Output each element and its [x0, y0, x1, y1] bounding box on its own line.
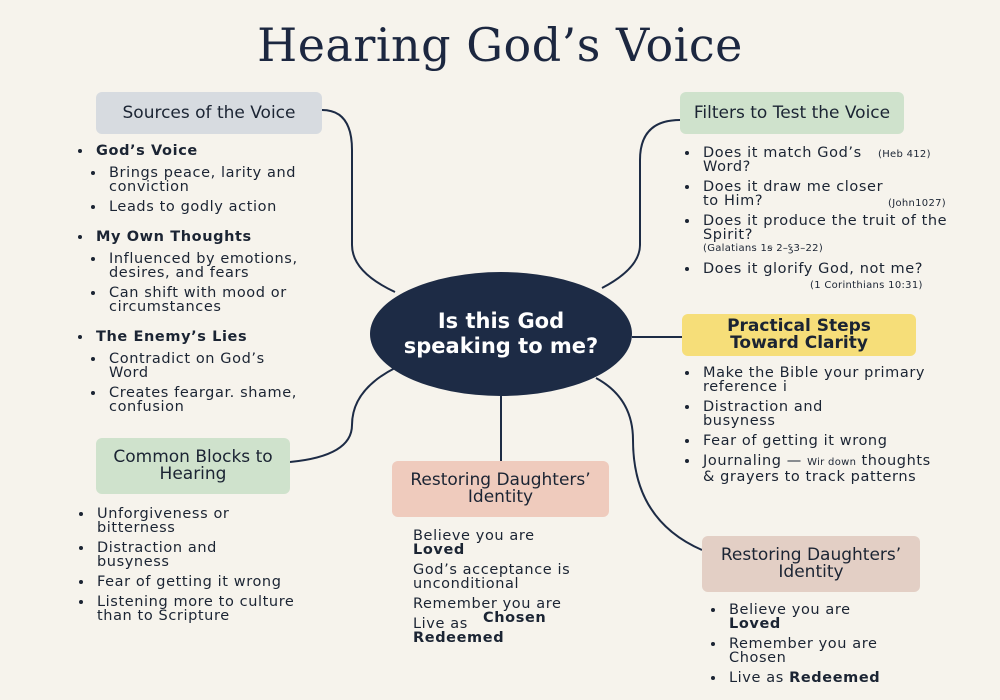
- step-4-main: Journaling —: [703, 453, 802, 469]
- filter-question-2-ref: (John1027): [888, 198, 946, 209]
- common-blocks-list: [97, 507, 317, 623]
- filter-question-2: [703, 180, 978, 208]
- identity-center-item-4-text: Live as: [413, 616, 468, 632]
- identity-right-item-1-text: Believe you are: [729, 602, 851, 618]
- own-thoughts-item-2: Can shift with mood or circumstances: [109, 286, 349, 314]
- block-1: Unforgiveness or bitterness: [97, 507, 307, 535]
- enemy-lies-heading: The Enemy’s Lies: [96, 330, 366, 344]
- sources-list: [96, 144, 366, 414]
- identity-center-item-1-text: Believe you are: [413, 528, 535, 544]
- identity-center-list: [413, 529, 623, 645]
- own-thoughts-heading: My Own Thoughts: [96, 230, 366, 244]
- gods-voice-item-2: Leads to godly action: [109, 200, 366, 214]
- identity-center-loved: Loved: [413, 542, 465, 558]
- identity-right-item-2: Remember you are Chosen: [729, 637, 909, 665]
- block-2: Distraction and busyness: [97, 541, 287, 569]
- step-4-small: Wir down: [807, 457, 857, 468]
- block-4: Listening more to culture than to Scripture: [97, 595, 302, 623]
- identity-right-item-3: [729, 671, 959, 685]
- filter-question-2-text: Does it draw me closer to Him?: [703, 179, 884, 209]
- gods-voice-item-1: Brings peace, larity and conviction: [109, 166, 366, 194]
- filters-list: [703, 145, 978, 291]
- step-2: Distraction and busyness: [703, 400, 883, 428]
- step-4: [703, 454, 943, 484]
- identity-right-redeemed: Redeemed: [789, 670, 881, 686]
- identity-center-item-1: [413, 529, 623, 557]
- filter-question-3: [703, 214, 978, 256]
- identity-center-item-3-text: Remember you are: [413, 596, 562, 612]
- filter-question-4: [703, 261, 978, 291]
- identity-right-item-1: [729, 603, 959, 631]
- practical-steps-label: Practical Steps Toward Clarity: [682, 314, 916, 356]
- filter-question-1-text: Does it match God’s Word?: [703, 145, 862, 175]
- common-blocks-label: Common Blocks to Hearing: [96, 438, 290, 494]
- enemy-lies-item-1: Contradict on God’s Word: [109, 352, 279, 380]
- filter-question-3-ref: (Galatians 1ꞩ 2–ꝣ3–22): [703, 243, 824, 254]
- identity-center-redeemed: Redeemed: [413, 630, 505, 646]
- identity-center-label: Restoring Daughters’ Identity: [392, 461, 609, 517]
- identity-right-list: [729, 603, 959, 685]
- connector-identity-right: [596, 378, 702, 550]
- own-thoughts-item-1: Influenced by emotions, desires, and fears: [109, 252, 324, 280]
- identity-center-chosen: Chosen: [483, 610, 547, 626]
- gods-voice-heading: God’s Voice: [96, 144, 366, 158]
- page-title: Hearing God’s Voice: [257, 18, 743, 72]
- filter-question-3-text: Does it produce the truit of the Spirit?: [703, 213, 948, 243]
- sources-of-voice-label: Sources of the Voice: [96, 92, 322, 134]
- central-question: Is this God speaking to me?: [370, 272, 632, 396]
- filter-question-1: [703, 146, 978, 174]
- connector-filters: [602, 120, 680, 288]
- filter-question-1-ref: (Heb 412): [878, 149, 931, 160]
- identity-center-item-4: [413, 617, 623, 645]
- step-3: Fear of getting it wrong: [703, 434, 973, 448]
- filters-label: Filters to Test the Voice: [680, 92, 904, 134]
- identity-right-label: Restoring Daughters’ Identity: [702, 536, 920, 592]
- practical-steps-list: [703, 366, 973, 484]
- identity-center-item-2: God’s acceptance is unconditional: [413, 562, 571, 592]
- filter-question-4-ref: (1 Corinthians 10:31): [810, 280, 923, 291]
- identity-right-loved: Loved: [729, 616, 781, 632]
- identity-right-item-3-text: Live as: [729, 670, 784, 686]
- block-3: Fear of getting it wrong: [97, 575, 287, 589]
- filter-question-4-text: Does it glorify God, not me?: [703, 261, 924, 277]
- enemy-lies-item-2: Creates feargar. shame, confusion: [109, 386, 309, 414]
- step-1: Make the Bible your primary reference i: [703, 366, 928, 394]
- step-4-rest: thoughts & grayers to track patterns: [703, 453, 931, 485]
